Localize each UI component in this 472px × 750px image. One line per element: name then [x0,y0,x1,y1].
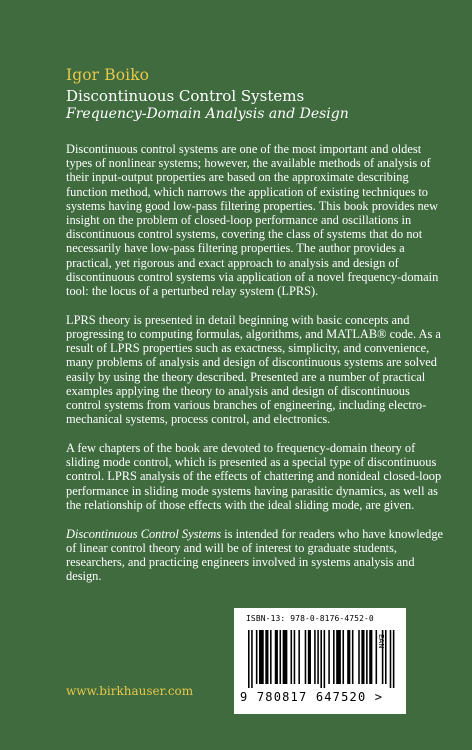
barcode-bar [298,630,300,684]
barcode-digits: 9 780817 647520 > [240,690,384,704]
blurb-paragraph-1: Discontinuous control systems are one of the most important and oldest types of nonlinear systems; however, the available methods of analysis of their input-output properties are based on the approximate describing function method, which narrows the application of existing techniques to systems having good low-pass filtering properties. This book provides new insight on the problem of closed-loop performance and oscillations in discontinuous control systems, covering the class of systems that do not necessarily have low-pass filtering properties. The author provides a practical, yet rigorous and exact approach to analysis and design of discontinuous control systems via application of a novel frequency-domain tool: the locus of a perturbed relay system (LPRS). [66,142,439,299]
barcode-bar [305,630,307,684]
blurb-paragraph-3: A few chapters of the book are devoted to frequency-domain theory of sliding mode control, which is presented as a special type of discontinuous control. LPRS analysis of the effects of chattering and nonideal closed-loop performance in sliding mode systems having parasitic dynamics, as well as the relationship of those effects with the ideal sliding mode, are given. [66,441,442,512]
blurb-paragraph-4-text: is intended for readers who have knowledge of linear control theory and will be of interest to graduate students, researchers, and practicing engineers involved in systems analysis and design. [66,526,444,584]
barcode-bar [256,630,258,684]
barcode-bar [265,630,268,684]
barcode-bar [393,630,395,688]
barcode-bar [333,630,335,684]
barcode-bar [347,630,350,684]
barcode-bar [251,630,253,688]
barcode-bar [275,630,278,684]
barcode-bar [361,630,364,684]
barcode-bar [358,630,360,684]
barcode-bar [390,630,392,688]
blurb-text [66,142,446,598]
book-subtitle: Frequency-Domain Analysis and Design [66,106,349,122]
barcode-bar [320,630,322,688]
barcode-bar [259,630,264,684]
isbn-label: ISBN-13: 978-0-8176-4752-0 [246,614,374,623]
barcode-bar [324,630,326,688]
blurb-paragraph-4 [66,527,446,584]
barcode-bar [314,630,316,684]
barcode-bar [291,630,293,684]
barcode-bar [328,630,330,684]
barcode-bar [294,630,296,684]
ean-label: EAN [377,634,385,649]
barcode-bars [248,630,396,688]
barcode-bar [248,630,250,688]
blurb-book-title: Discontinuous Control Systems [66,526,222,541]
barcode-bar [317,630,319,684]
barcode-bar [369,630,372,684]
barcode-bar [279,630,281,684]
barcode-bar [336,630,341,684]
barcode-bar [352,630,354,684]
book-title: Discontinuous Control Systems [66,87,305,105]
publisher-website: www.birkhauser.com [66,684,194,698]
barcode-bar [366,630,368,684]
barcode-bar [283,630,288,684]
blurb-paragraph-2: LPRS theory is presented in detail beginning with basic concepts and progressing to computing formulas, algorithms, and MATLAB® code. As a result of LPRS properties such as exactness, simplicity, and convenience, many problems of analysis and design of discontinuous systems are solved easily by using the theory described. Presented are a number of practical examples applying the theory to analysis and design of discontinuous control systems from various branches of engineering, including electro-mechanical systems, process control, and electronics. [66,312,441,427]
barcode-bar [270,630,272,684]
author-name: Igor Boiko [66,66,150,84]
barcode-box [234,608,406,714]
barcode-bar [385,630,387,684]
barcode-bar [308,630,311,684]
barcode-bar [342,630,344,684]
